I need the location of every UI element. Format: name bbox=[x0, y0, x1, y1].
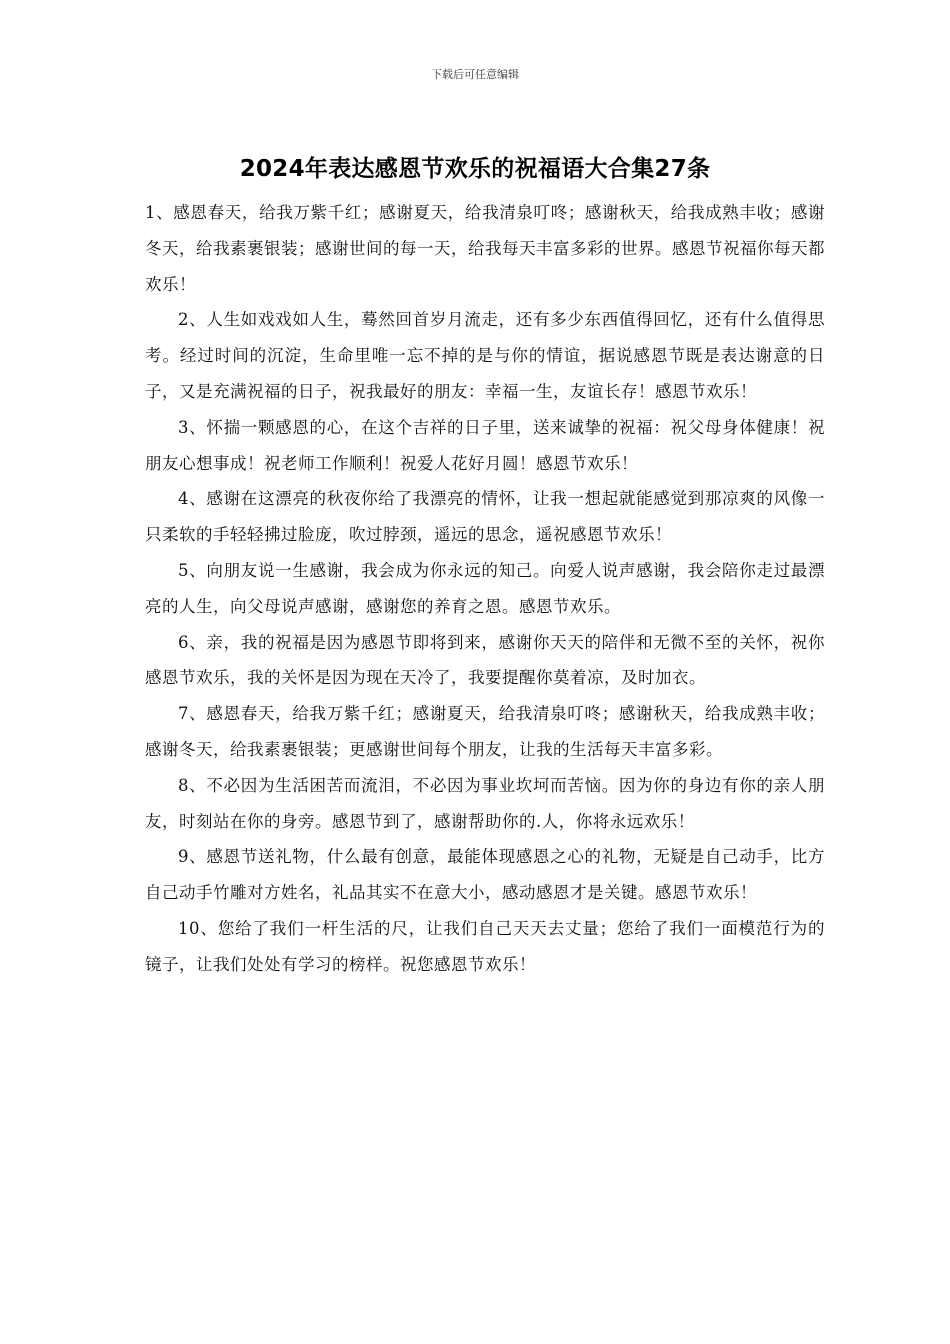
document-body bbox=[145, 195, 825, 983]
paragraph-5: 5、向朋友说一生感谢，我会成为你永远的知己。向爱人说声感谢，我会陪你走过最漂亮的人生，向父母说声感谢，感谢您的养育之恩。感恩节欢乐。 bbox=[145, 560, 825, 616]
paragraph-2: 2、人生如戏戏如人生，蓦然回首岁月流走，还有多少东西值得回忆，还有什么值得思考。经过时间的沉淀，生命里唯一忘不掉的是与你的情谊，据说感恩节既是表达谢意的日子，又是充满祝福的日子，祝我最好的朋友：幸福一生，友谊长存！感恩节欢乐！ bbox=[145, 310, 825, 401]
paragraph-6: 6、亲，我的祝福是因为感恩节即将到来，感谢你天天的陪伴和无微不至的关怀，祝你感恩节欢乐，我的关怀是因为现在天冷了，我要提醒你莫着凉，及时加衣。 bbox=[145, 632, 825, 688]
paragraph-3: 3、怀揣一颗感恩的心，在这个吉祥的日子里，送来诚挚的祝福：祝父母身体健康！祝朋友心想事成！祝老师工作顺利！祝爱人花好月圆！感恩节欢乐！ bbox=[145, 417, 825, 473]
paragraph-10: 10、您给了我们一杆生活的尺，让我们自己天天去丈量；您给了我们一面模范行为的镜子，让我们处处有学习的榜样。祝您感恩节欢乐！ bbox=[145, 918, 825, 974]
paragraph-8: 8、不必因为生活困苦而流泪，不必因为事业坎坷而苦恼。因为你的身边有你的亲人朋友，时刻站在你的身旁。感恩节到了，感谢帮助你的.人，你将永远欢乐！ bbox=[145, 775, 825, 831]
paragraph-9: 9、感恩节送礼物，什么最有创意，最能体现感恩之心的礼物，无疑是自己动手，比方自己动手竹雕对方姓名，礼品其实不在意大小，感动感恩才是关键。感恩节欢乐！ bbox=[145, 847, 825, 903]
paragraph-7: 7、感恩春天，给我万紫千红；感谢夏天，给我清泉叮咚；感谢秋天，给我成熟丰收；感谢冬天，给我素裹银装；更感谢世间每个朋友，让我的生活每天丰富多彩。 bbox=[145, 704, 825, 759]
paragraph-4: 4、感谢在这漂亮的秋夜你给了我漂亮的情怀，让我一想起就能感觉到那凉爽的风像一只柔软的手轻轻拂过脸庞，吹过脖颈，遥远的思念，遥祝感恩节欢乐！ bbox=[145, 489, 825, 545]
header-note: 下载后可任意编辑 bbox=[431, 68, 519, 81]
paragraph-1: 1、感恩春天，给我万紫千红；感谢夏天，给我清泉叮咚；感谢秋天，给我成熟丰收；感谢冬天，给我素裹银装；感谢世间的每一天，给我每天丰富多彩的世界。感恩节祝福你每天都欢乐！ bbox=[145, 203, 825, 294]
document-title: 2024年表达感恩节欢乐的祝福语大合集27条 bbox=[239, 156, 711, 182]
